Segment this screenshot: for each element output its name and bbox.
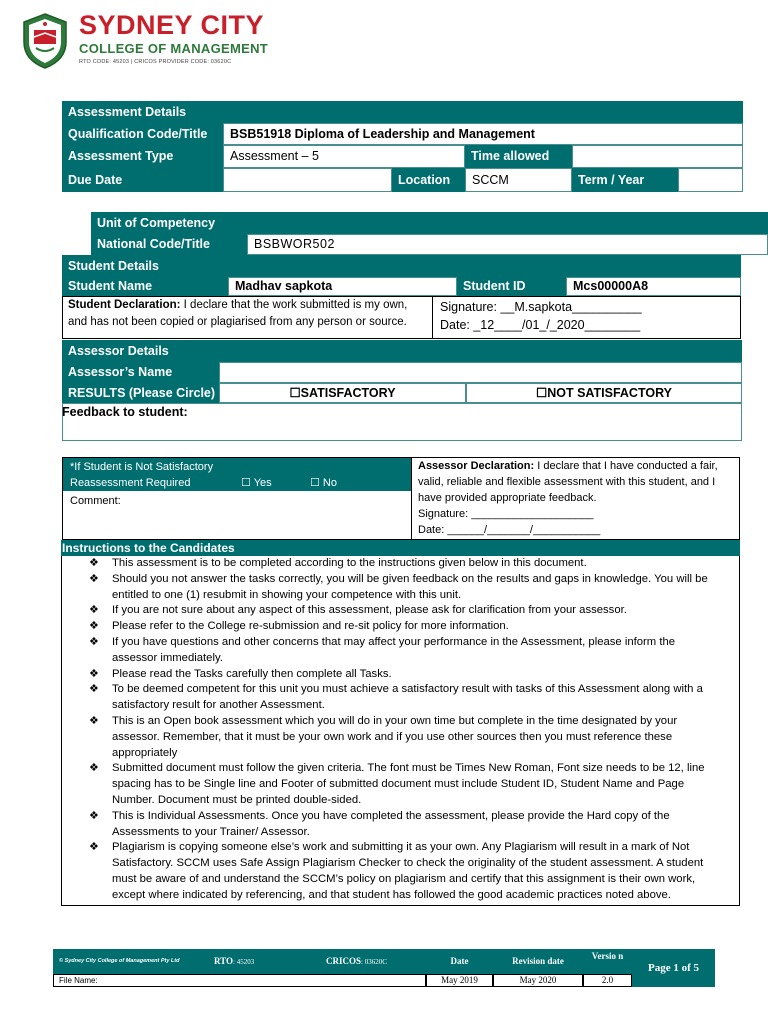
- instruction-line: Assessments to your Trainer/ Assessor.: [112, 825, 310, 838]
- logo-codes: RTO CODE: 45203 | CRICOS PROVIDER CODE: 03620C: [79, 59, 232, 65]
- assessor-declaration-title: Assessor Declaration:: [418, 460, 535, 472]
- assessor-declaration-text: [418, 458, 736, 506]
- instructions-list: [62, 556, 738, 904]
- diamond-bullet-icon: ❖: [89, 620, 99, 633]
- logo-subtitle: COLLEGE OF MANAGEMENT: [79, 41, 269, 56]
- footer-page-number: Page 1 of 5: [632, 949, 715, 987]
- instruction-item: [62, 714, 738, 761]
- instruction-item: [62, 635, 738, 667]
- student-date[interactable]: Date: _12____/01_/_2020________: [440, 318, 641, 332]
- qualification-label: Qualification Code/Title: [62, 123, 223, 145]
- footer-cricos-label: CRICOS: [326, 956, 362, 966]
- diamond-bullet-icon: ❖: [89, 635, 99, 648]
- student-name-value: Madhav sapkota: [228, 277, 457, 296]
- instruction-item: [62, 619, 738, 635]
- term-year-label: Term / Year: [572, 168, 678, 192]
- diamond-bullet-icon: ❖: [89, 667, 99, 680]
- footer-rto: [208, 949, 320, 974]
- reassessment-yes-checkbox[interactable]: ☐ Yes: [241, 477, 272, 489]
- footer-date-value: May 2019: [426, 974, 493, 987]
- assessor-name-value[interactable]: [219, 362, 742, 383]
- assessment-type-label: Assessment Type: [62, 145, 223, 168]
- time-allowed-label: Time allowed: [465, 145, 572, 168]
- instruction-item: [62, 840, 738, 903]
- instruction-line: spacing has to be Single line and Footer of submitted document must include Student ID, Student Name and Page: [112, 778, 685, 791]
- student-declaration-line1: I declare that the work submitted is my own,: [180, 299, 408, 311]
- time-allowed-value[interactable]: [572, 145, 743, 168]
- student-declaration-title: Student Declaration:: [68, 299, 181, 311]
- location-label: Location: [392, 168, 465, 192]
- footer-date-label: Date: [426, 949, 493, 974]
- instruction-item: [62, 603, 738, 619]
- instruction-item: [62, 572, 738, 604]
- instruction-item: [62, 667, 738, 683]
- diamond-bullet-icon: ❖: [89, 841, 99, 854]
- footer-cricos: [320, 949, 426, 974]
- student-declaration-text: [68, 297, 428, 331]
- diamond-bullet-icon: ❖: [89, 714, 99, 727]
- instruction-line: Please refer to the College re-submission and re-sit policy for more information.: [112, 620, 509, 633]
- instruction-line: This is an Open book assessment which you will do in your own time but complete in the time designated by your: [112, 714, 678, 727]
- assessment-type-value: Assessment – 5: [223, 145, 465, 168]
- location-value: SCCM: [465, 168, 572, 192]
- instruction-item: [62, 556, 738, 572]
- student-name-label: Student Name: [62, 277, 228, 296]
- term-year-value[interactable]: [678, 168, 743, 192]
- reassessment-no-checkbox[interactable]: ☐ No: [310, 477, 337, 489]
- declaration-divider: [432, 296, 433, 339]
- footer-version-value: 2.0: [583, 974, 632, 987]
- instruction-item: [62, 809, 738, 841]
- national-code-value: BSBWOR502: [247, 234, 768, 255]
- student-declaration-line2: and has not been copied or plagiarised from any person or source.: [68, 316, 407, 328]
- instruction-line: This assessment is to be completed according to the instructions given below in this document.: [112, 557, 587, 569]
- diamond-bullet-icon: ❖: [89, 809, 99, 822]
- student-id-label: Student ID: [457, 277, 566, 296]
- footer-revision-value: May 2020: [493, 974, 583, 987]
- footer-file-name: File Name:: [53, 974, 426, 987]
- national-code-label: National Code/Title: [91, 234, 247, 255]
- instruction-line: appropriately: [112, 746, 178, 759]
- instruction-line: Satisfactory. SCCM uses Safe Assign Plagiarism Checker to check the originality of the student assessment. A student: [112, 857, 704, 870]
- instruction-line: Please read the Tasks carefully then complete all Tasks.: [112, 667, 392, 680]
- footer-copyright: © Sydney City College of Management Pty Ltd: [53, 949, 208, 974]
- assessor-signature[interactable]: Signature: ____________________: [418, 508, 594, 520]
- unit-competency-header: Unit of Competency: [91, 212, 768, 234]
- due-date-label: Due Date: [62, 168, 223, 192]
- diamond-bullet-icon: ❖: [89, 762, 99, 775]
- instruction-line: entitled to one (1) resubmit in showing your competence with this unit.: [112, 588, 462, 601]
- instruction-line: To be deemed competent for this unit you must achieve a satisfactory result with tasks of this Assessment along with a: [112, 683, 703, 696]
- not-satisfactory-checkbox[interactable]: ☐NOT SATISFACTORY: [466, 383, 742, 403]
- assessor-declaration-line3: have provided appropriate feedback.: [418, 492, 597, 504]
- assessor-details-header: Assessor Details: [62, 340, 742, 362]
- logo-title: SYDNEY CITY: [79, 10, 265, 40]
- reassessment-line2: Reassessment Required: [70, 477, 191, 489]
- instruction-item: [62, 761, 738, 808]
- instruction-line: except where indicated by referencing, and that student has followed the good academic practices noted above.: [112, 888, 671, 901]
- qualification-value: BSB51918 Diploma of Leadership and Management: [223, 123, 743, 145]
- satisfactory-checkbox[interactable]: ☐SATISFACTORY: [219, 383, 466, 403]
- diamond-bullet-icon: ❖: [89, 557, 99, 569]
- instruction-line: Plagiarism is copying someone else’s work and submitting it as your own. Any Plagiarism will result in a mark of Not: [112, 841, 690, 854]
- college-emblem-icon: [20, 12, 70, 70]
- comment-label: Comment:: [70, 495, 121, 507]
- footer-rto-label: RTO: [214, 956, 234, 966]
- student-id-value: Mcs00000A8: [566, 277, 741, 296]
- diamond-bullet-icon: ❖: [89, 572, 99, 585]
- diamond-bullet-icon: ❖: [89, 604, 99, 617]
- instructions-header: Instructions to the Candidates: [61, 540, 740, 556]
- footer-cricos-value: : 03620C: [361, 958, 387, 966]
- instruction-line: assessor. Remember, that it must be your own work and if you use other sources then you must reference these: [112, 730, 673, 743]
- instruction-line: If you have questions and other concerns that may affect your performance in the Assessment, please inform the: [112, 635, 676, 648]
- student-signature[interactable]: Signature: __M.sapkota__________: [440, 300, 642, 314]
- assessor-declaration-line1: I declare that I have conducted a fair,: [534, 460, 718, 472]
- assessor-declaration-line2: valid, reliable and flexible assessment with this student, and I: [418, 476, 716, 488]
- due-date-value[interactable]: [223, 168, 392, 192]
- instruction-line: Number. Document must be printed double-sided.: [112, 793, 362, 806]
- instruction-item: [62, 682, 738, 714]
- instruction-line: Should you not answer the tasks correctly, you will be given feedback on the results and gaps in knowledge. You will be: [112, 572, 708, 585]
- feedback-label: Feedback to student:: [62, 405, 188, 419]
- student-details-header: Student Details: [62, 255, 741, 277]
- instruction-line: must be aware of and understand the SCCM’s policy on plagiarism and certify that this assignment is their own work,: [112, 872, 696, 885]
- instruction-line: satisfactory result for another Assessment.: [112, 699, 325, 712]
- instruction-line: If you are not sure about any aspect of this assessment, please ask for clarification from your assessor.: [112, 604, 627, 617]
- diamond-bullet-icon: ❖: [89, 683, 99, 696]
- assessor-name-label: Assessor’s Name: [62, 362, 219, 383]
- footer-rto-value: : 45203: [233, 958, 255, 966]
- results-label: RESULTS (Please Circle): [62, 383, 219, 403]
- instruction-line: assessor immediately.: [112, 651, 223, 664]
- instruction-line: Submitted document must follow the given criteria. The font must be Times New Roman, Font size needs to be 12, line: [112, 762, 705, 775]
- footer-version-label: Versio n: [583, 949, 632, 974]
- assessor-date[interactable]: Date: ______/_______/___________: [418, 524, 601, 536]
- instruction-line: This is Individual Assessments. Once you have completed the assessment, please provide the Hard copy of the: [112, 809, 670, 822]
- footer-revision-label: Revision date: [493, 949, 583, 974]
- reassessment-divider: [411, 457, 412, 540]
- reassessment-line1: *If Student is Not Satisfactory: [70, 461, 214, 473]
- assessment-details-header: Assessment Details: [62, 101, 743, 123]
